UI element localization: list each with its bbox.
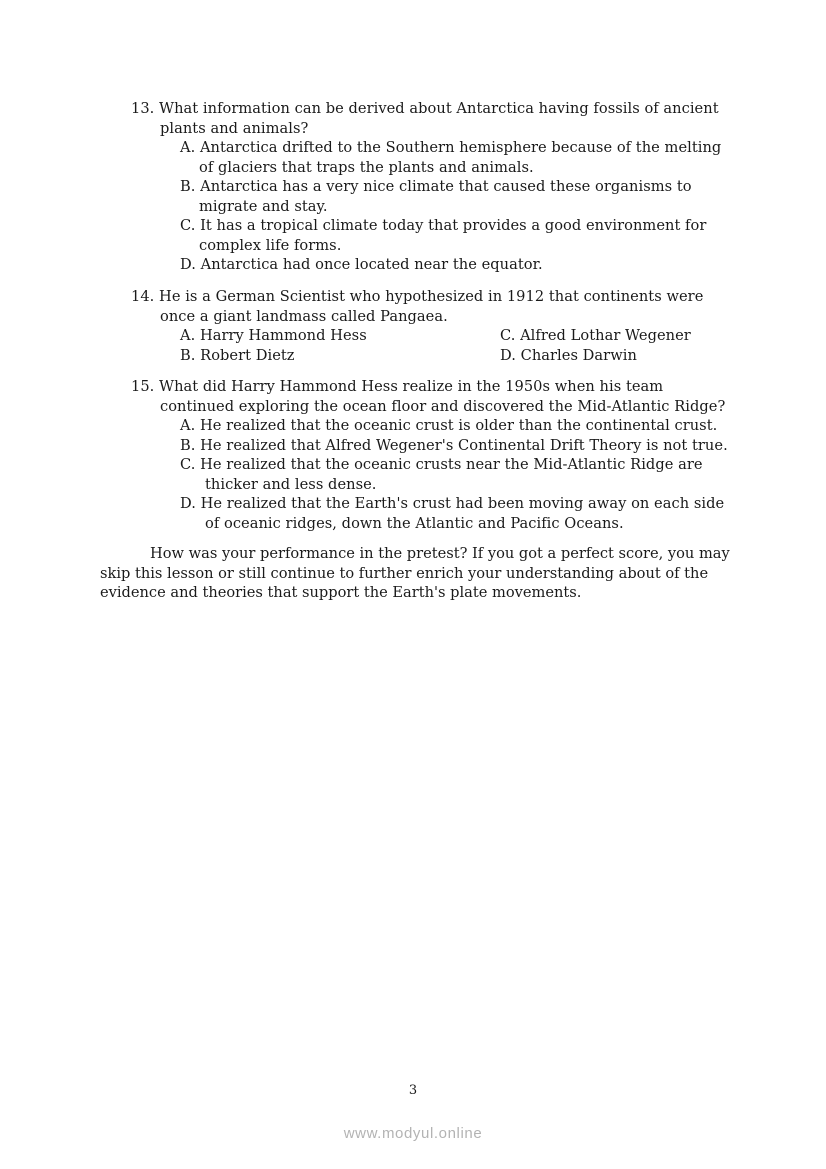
question-13 [131,99,721,275]
question-15-stem-line-1: 15. What did Harry Hammond Hess realize in the 1950s when his team [131,378,664,395]
question-13-stem-line-2: plants and animals? [160,119,309,137]
question-15 [131,377,728,533]
question-13-option-a-cont: of glaciers that traps the plants and animals. [199,158,534,176]
watermark-link[interactable]: www.modyul.online [343,1125,483,1142]
question-13-option-c-cont: complex life forms. [199,236,342,254]
question-14-options-row-2 [131,346,703,366]
page-number: 3 [408,1083,418,1098]
question-15-option-c: C. He realized that the oceanic crusts near the Mid-Atlantic Ridge are [180,456,703,473]
closing-line-1: How was your performance in the pretest? If you got a perfect score, you may [150,545,730,562]
question-15-stem-line-2: continued exploring the ocean floor and discovered the Mid-Atlantic Ridge? [160,397,726,415]
question-13-stem-line-1: 13. What information can be derived about Antarctica having fossils of ancient [131,100,719,117]
question-14-options-row-1 [131,326,703,346]
question-14-option-a: A. Harry Hammond Hess [180,327,367,344]
closing-paragraph [100,544,730,603]
question-13-option-b: B. Antarctica has a very nice climate that caused these organisms to [180,178,692,195]
closing-line-3: evidence and theories that support the Earth's plate movements. [100,584,582,601]
closing-line-2: skip this lesson or still continue to further enrich your understanding about of the [100,564,709,582]
question-14-option-c: C. Alfred Lothar Wegener [500,327,691,344]
question-14 [131,287,703,365]
question-15-option-b: B. He realized that Alfred Wegener's Continental Drift Theory is not true. [180,436,728,454]
question-13-option-a: A. Antarctica drifted to the Southern hemisphere because of the melting [180,139,722,156]
question-15-option-c-cont: thicker and less dense. [205,475,377,493]
question-13-option-d: D. Antarctica had once located near the equator. [180,256,543,273]
question-15-option-d: D. He realized that the Earth's crust had been moving away on each side [180,495,725,512]
question-14-option-d: D. Charles Darwin [500,346,637,364]
question-14-option-b: B. Robert Dietz [180,346,295,364]
question-13-option-b-cont: migrate and stay. [199,197,328,215]
question-15-option-a: A. He realized that the oceanic crust is older than the continental crust. [180,417,718,434]
question-13-option-c: C. It has a tropical climate today that provides a good environment for [180,217,707,234]
question-14-stem-line-2: once a giant landmass called Pangaea. [160,307,448,325]
question-15-option-d-cont: of oceanic ridges, down the Atlantic and Pacific Oceans. [205,514,624,532]
question-14-stem-line-1: 14. He is a German Scientist who hypothesized in 1912 that continents were [131,288,704,305]
